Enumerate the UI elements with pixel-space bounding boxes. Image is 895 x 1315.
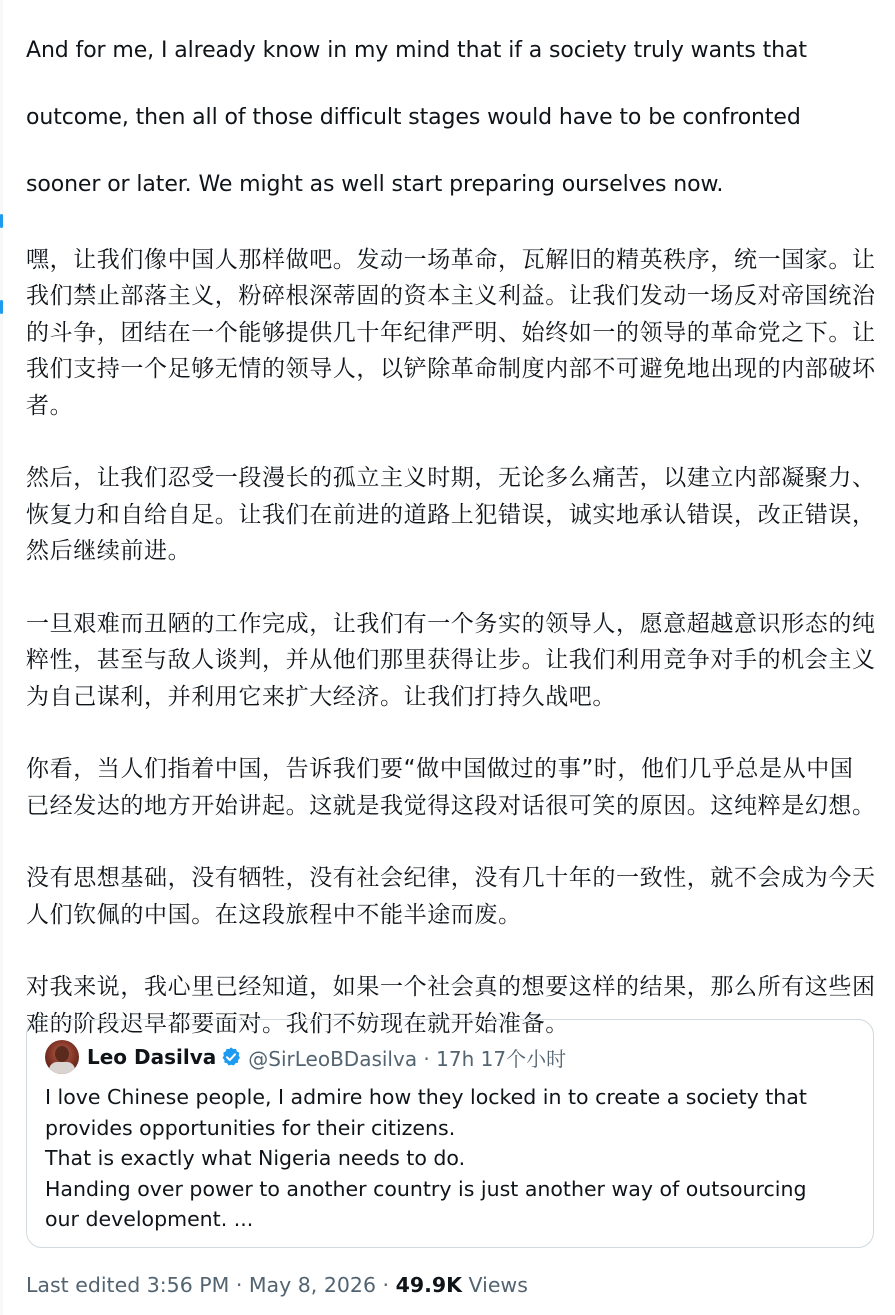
tweet-english-line: And for me, I already know in my mind that if a society truly wants that [26, 37, 807, 63]
tweet-english-paragraph [26, 0, 876, 235]
tweet-english-line: outcome, then all of those difficult stages would have to be confronted [26, 104, 801, 130]
tweet-paragraph: 嘿，让我们像中国人那样做吧。发动一场革命，瓦解旧的精英秩序，统一国家。让我们禁止部落主义，粉碎根深蒂固的资本主义利益。让我们发动一场反对帝国统治的斗争，团结在一个能够提供几十年纪律严明、始终如一的领导的革命党之下。让我们支持一个足够无情的领导人，以铲除革命制度内部不可避免地出现的内部破坏者。 [26, 246, 876, 419]
tweet-paragraph: 对我来说，我心里已经知道，如果一个社会真的想要这样的结果，那么所有这些困难的阶段迟早都要面对。我们不妨现在就开始准备。 [26, 974, 876, 1037]
quoted-text-line: Handing over power to another country is just another way of outsourcing [45, 1176, 807, 1201]
left-edge-strip [0, 0, 3, 1315]
tweet-meta [26, 1273, 528, 1297]
views-label: Views [462, 1273, 528, 1297]
tweet-paragraph: 没有思想基础，没有牺牲，没有社会纪律，没有几十年的一致性，就不会成为今天人们钦佩的中国。在这段旅程中不能半途而废。 [26, 865, 876, 928]
tweet-body [26, 0, 876, 1042]
quoted-handle-time[interactable]: @SirLeoBDasilva · 17h 17个小时 [248, 1046, 567, 1071]
edge-indicator [0, 214, 3, 228]
quoted-text-line: I love Chinese people, I admire how they locked in to create a society that [45, 1085, 807, 1109]
quoted-tweet-card[interactable] [26, 1019, 874, 1248]
tweet-english-line: sooner or later. We might as well start preparing ourselves now. [26, 171, 724, 197]
quoted-tweet-header [45, 1039, 566, 1075]
views-count: 49.9K [395, 1273, 463, 1297]
verified-badge-icon [220, 1046, 242, 1068]
quoted-author-name[interactable]: Leo Dasilva [87, 1045, 217, 1069]
tweet-paragraph: 你看，当人们指着中国，告诉我们要“做中国做过的事”时，他们几乎总是从中国已经发达的地方开始讲起。这就是我觉得这段对话很可笑的原因。这纯粹是幻想。 [26, 756, 876, 819]
quoted-text-line: provides opportunities for their citizens. [45, 1115, 456, 1140]
tweet-paragraph: 然后，让我们忍受一段漫长的孤立主义时期，无论多么痛苦，以建立内部凝聚力、恢复力和自给自足。让我们在前进的道路上犯错误，诚实地承认错误，改正错误，然后继续前进。 [26, 465, 876, 564]
tweet-paragraph: 一旦艰难而丑陋的工作完成，让我们有一个务实的领导人，愿意超越意识形态的纯粹性，甚至与敌人谈判，并从他们那里获得让步。让我们利用竞争对手的机会主义为自己谋利，并利用它来扩大经济。让我们打持久战吧。 [26, 610, 876, 710]
avatar[interactable] [45, 1040, 79, 1074]
avatar-shirt [49, 1062, 75, 1074]
quoted-tweet-text [45, 1082, 845, 1235]
quoted-text-line: our development. ... [45, 1207, 254, 1231]
last-edited-link[interactable]: Last edited 3:56 PM · May 8, 2026 · [26, 1273, 396, 1297]
avatar-face [55, 1046, 69, 1062]
quoted-text-line: That is exactly what Nigeria needs to do. [45, 1146, 466, 1170]
edge-indicator [0, 300, 3, 314]
